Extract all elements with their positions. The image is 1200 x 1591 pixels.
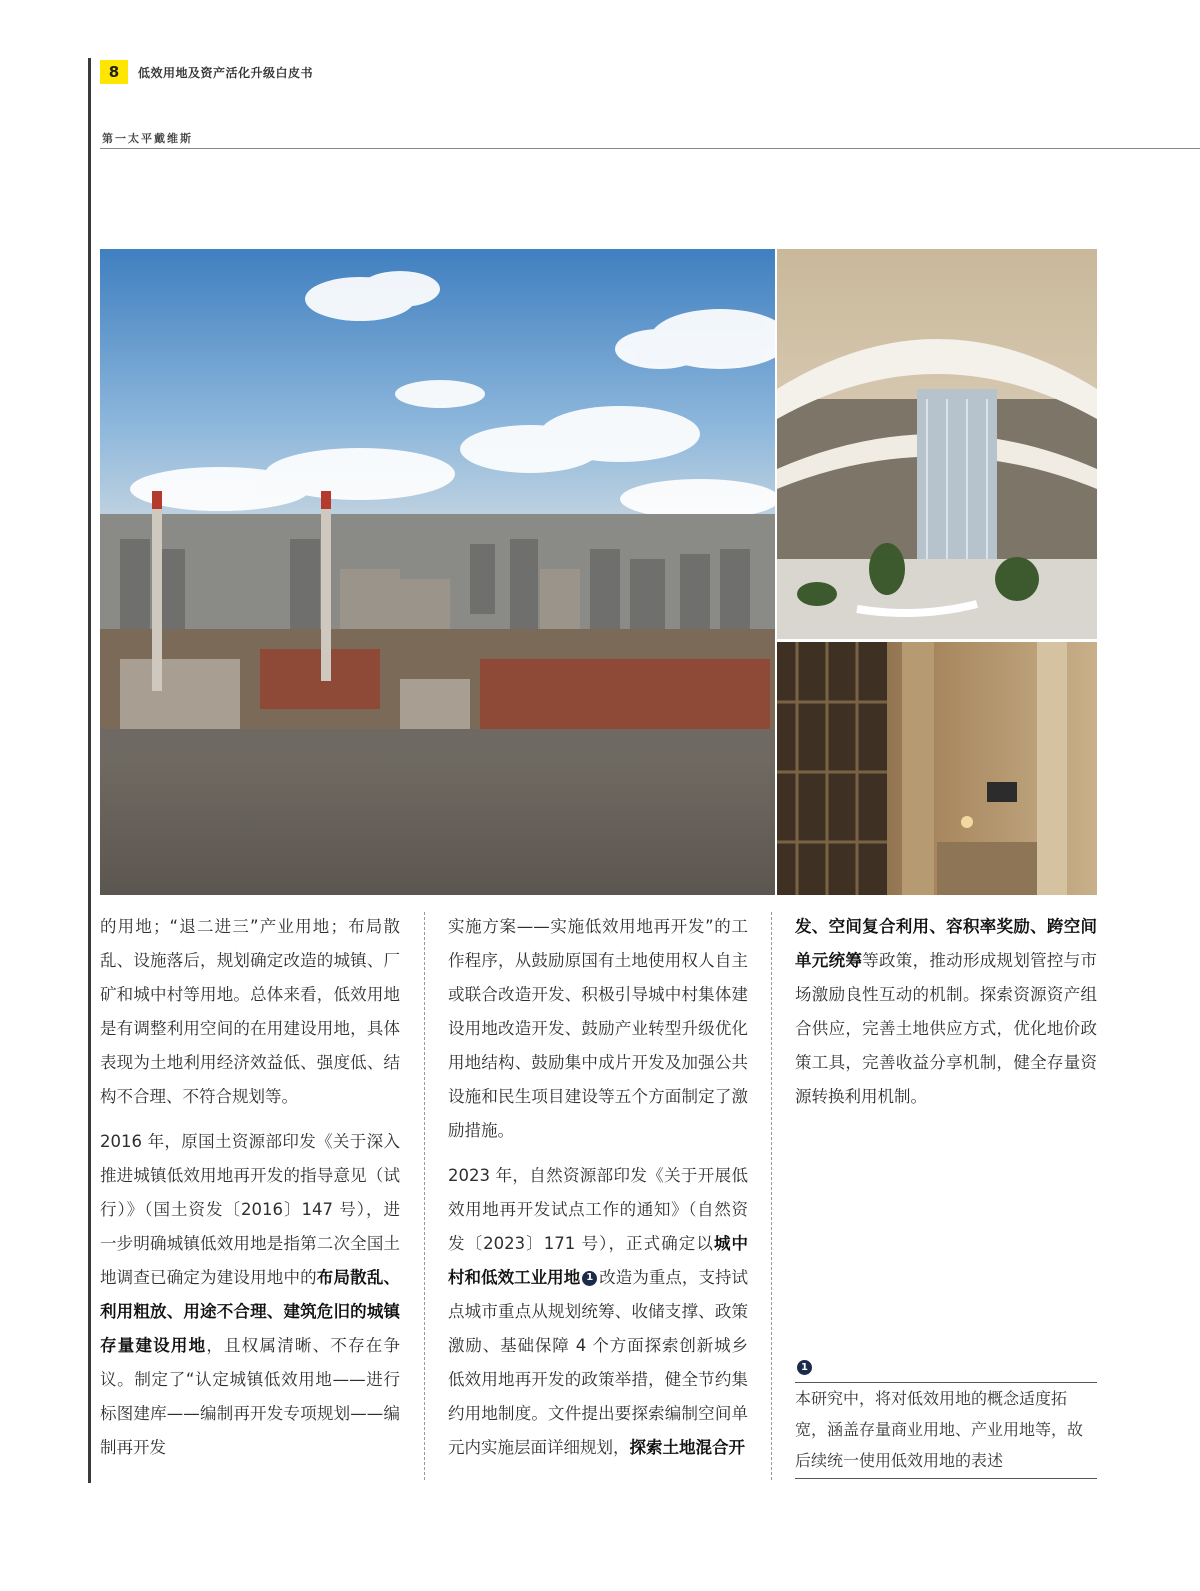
paragraph (448, 910, 748, 1148)
paragraph-text: 改造为重点，支持试点城市重点从规划统筹、收储支撑、政策激励、基础保障 4 个方面探索创新城乡低效用地再开发的政策举措，健全节约集约用地制度。文件提出要探索编制空间单元内实施层面详细规划， (448, 1268, 749, 1457)
column-divider (771, 912, 772, 1480)
paragraph-text: 2016 年，原国土资源部印发《关于深入推进城镇低效用地再开发的指导意见（试行）》（国土资发〔2016〕147 号），进一步明确城镇低效用地是指第二次全国土地调查已确定为建设用地中的 (100, 1132, 400, 1287)
header-rule (100, 148, 1200, 149)
aerial-city-photo (100, 249, 775, 895)
running-title: 低效用地及资产活化升级白皮书 (138, 66, 314, 80)
bold-text: 布局散乱、利用粗放、用途不合理、建筑危旧的城镇存量建设用地 (100, 1268, 401, 1355)
column-divider (424, 912, 425, 1480)
text-column-3 (795, 910, 1097, 1125)
atrium-rendering-photo (777, 249, 1097, 639)
paragraph (100, 910, 400, 1114)
paragraph (100, 1125, 400, 1465)
paragraph-text: ，且权属清晰、不存在争议。制定了“认定城镇低效用地——进行标图建库——编制再开发专项规划——编制再开发 (100, 1336, 400, 1457)
bold-text: 城中村和低效工业用地 (448, 1234, 749, 1287)
left-margin-rule (88, 58, 91, 1483)
footnote-text: 本研究中，将对低效用地的概念适度拓宽，涵盖存量商业用地、产业用地等，故后续统一使用低效用地的表述 (795, 1389, 1084, 1470)
bold-text: 探索土地混合开 (629, 1438, 745, 1457)
page-number-badge: 8 (100, 60, 128, 84)
text-column-1 (100, 910, 400, 1476)
footnote-marker[interactable]: 1 (582, 1271, 597, 1286)
footnote-rule-bottom (795, 1478, 1097, 1479)
paragraph-text: 2023 年，自然资源部印发《关于开展低效用地再开发试点工作的通知》（自然资发〔2023〕171 号），正式确定以 (448, 1166, 748, 1253)
paragraph-text: 的用地；“退二进三”产业用地；布局散乱、设施落后，规划确定改造的城镇、厂矿和城中村等用地。总体来看，低效用地是有调整利用空间的在用建设用地，具体表现为土地利用经济效益低、强度低、结构不合理、不符合规划等。 (100, 917, 400, 1106)
text-column-2 (448, 910, 748, 1476)
bold-text: 发、空间复合利用、容积率奖励、跨空间单元统筹 (795, 917, 1097, 970)
brand-name: 第一太平戴维斯 (102, 132, 193, 145)
industrial-interior-photo (777, 642, 1097, 895)
paragraph-text: 等政策，推动形成规划管控与市场激励良性互动的机制。探索资源资产组合供应，完善土地供应方式，优化地价政策工具，完善收益分享机制，健全存量资源转换利用机制。 (795, 951, 1098, 1106)
footnote-number: 1 (797, 1360, 812, 1375)
paragraph-text: 实施方案——实施低效用地再开发”的工作程序，从鼓励原国有土地使用权人自主或联合改造开发、积极引导城中村集体建设用地改造开发、鼓励产业转型升级优化用地结构、鼓励集中成片开发及加强公共设施和民生项目建设等五个方面制定了激励措施。 (448, 917, 748, 1140)
footnote-header (795, 1358, 1097, 1377)
paragraph (448, 1159, 748, 1465)
paragraph (795, 910, 1097, 1114)
